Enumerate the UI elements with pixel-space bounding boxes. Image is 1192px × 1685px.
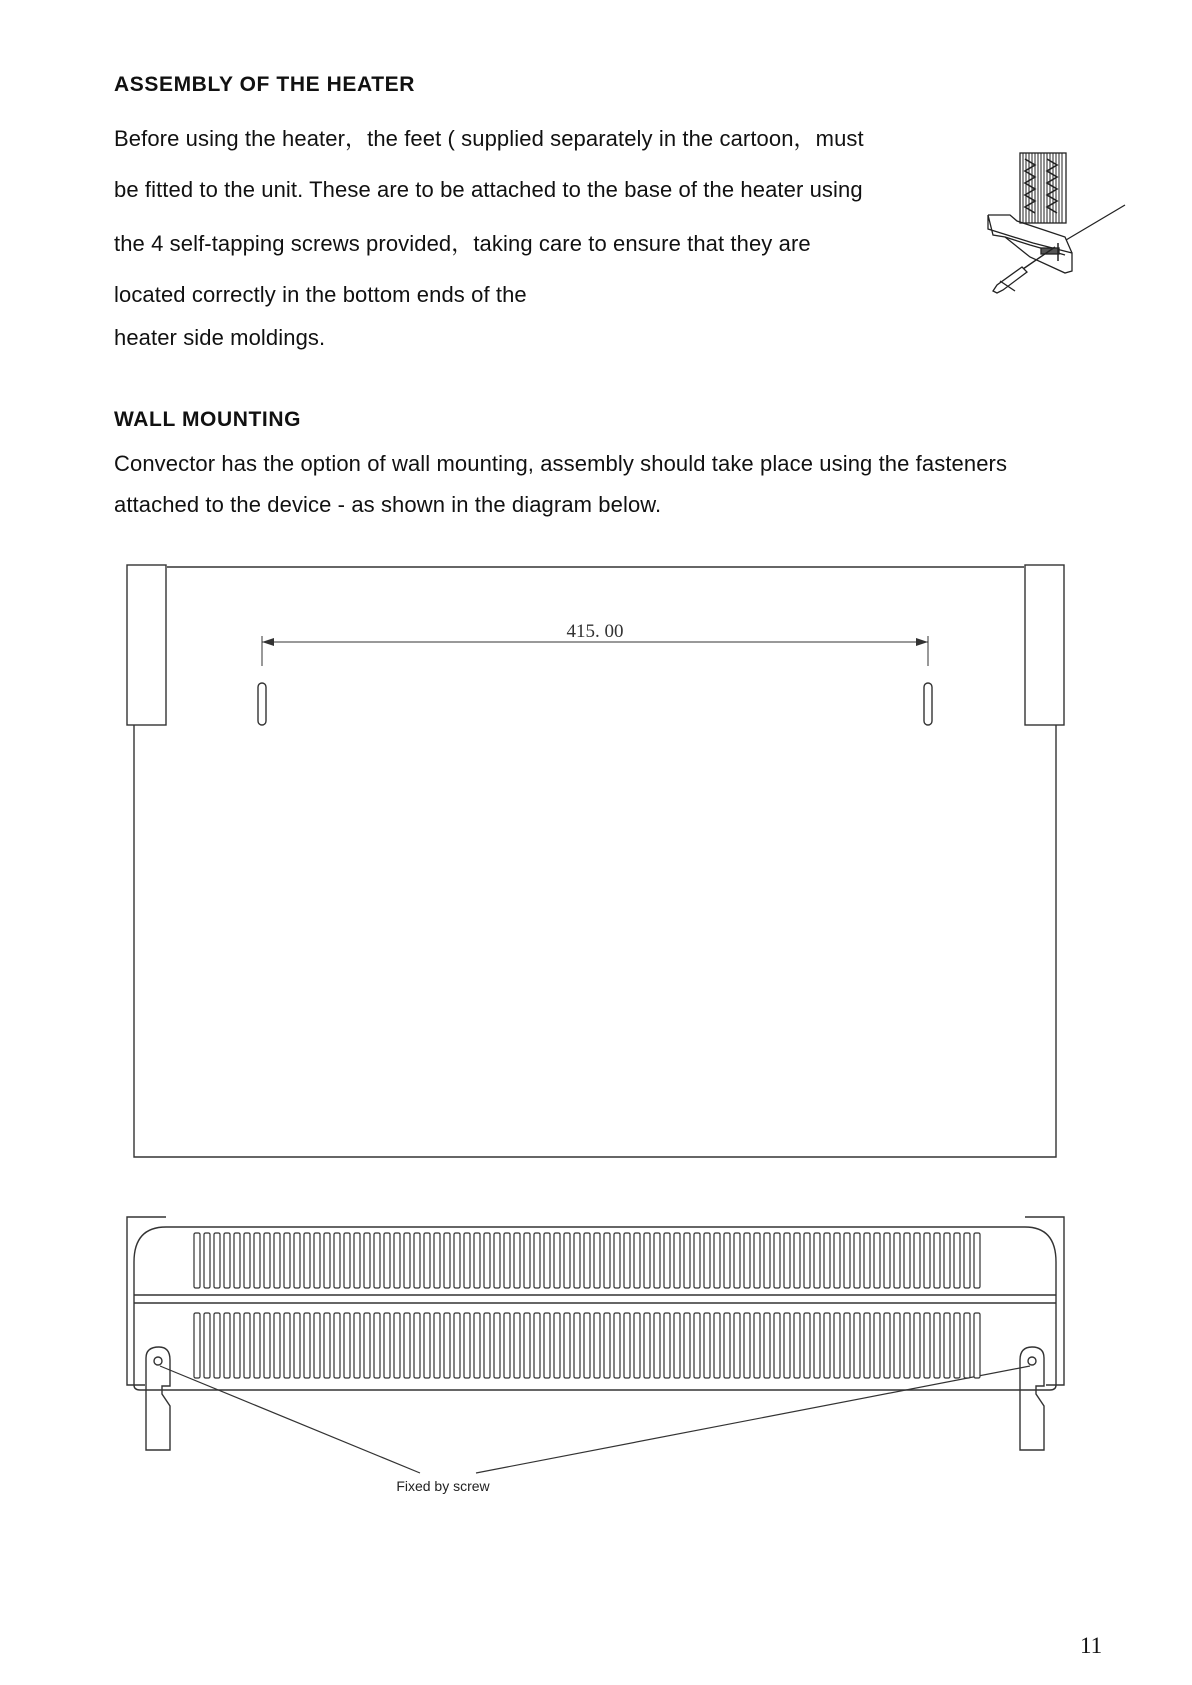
grille-fin xyxy=(444,1233,450,1288)
grille-fin xyxy=(934,1233,940,1288)
grille-fin xyxy=(284,1233,290,1288)
grille-fin xyxy=(804,1313,810,1378)
grille-fin xyxy=(704,1233,710,1288)
grille-fin xyxy=(964,1233,970,1288)
grille-fin xyxy=(494,1313,500,1378)
grille-fin xyxy=(584,1233,590,1288)
grille-fin xyxy=(304,1313,310,1378)
grille-fin xyxy=(434,1313,440,1378)
grille-fin xyxy=(244,1233,250,1288)
grille-fin xyxy=(494,1233,500,1288)
grille-fin xyxy=(324,1233,330,1288)
grille-fin xyxy=(454,1233,460,1288)
grille-fin xyxy=(604,1233,610,1288)
grille-fin xyxy=(684,1313,690,1378)
grille-fin xyxy=(574,1233,580,1288)
grille-fin xyxy=(744,1313,750,1378)
assembly-line-1: Before using the heater，the feet ( supplied separately in the cartoon，must xyxy=(114,126,864,151)
grille-fin xyxy=(874,1313,880,1378)
page-number: 11 xyxy=(1080,1633,1103,1658)
grille-fin xyxy=(624,1233,630,1288)
grille-fin xyxy=(834,1233,840,1288)
grille-fin xyxy=(214,1313,220,1378)
grille-fin xyxy=(894,1233,900,1288)
grille-fin xyxy=(264,1233,270,1288)
grille-fin xyxy=(944,1313,950,1378)
grille-fin xyxy=(694,1233,700,1288)
grille-fin xyxy=(914,1313,920,1378)
fixed-by-screw-caption: Fixed by screw xyxy=(396,1478,490,1494)
grille-fin xyxy=(424,1233,430,1288)
grille-fin xyxy=(734,1233,740,1288)
grille-fin xyxy=(444,1313,450,1378)
grille-fin xyxy=(554,1233,560,1288)
grille-fin xyxy=(804,1233,810,1288)
grille-fin xyxy=(634,1233,640,1288)
assembly-line-4: located correctly in the bottom ends of the xyxy=(114,282,527,307)
grille-fin xyxy=(664,1313,670,1378)
grille-fin xyxy=(844,1233,850,1288)
front-view-diagram xyxy=(0,1190,1192,1510)
wall-mounting-line-2: attached to the device - as shown in the diagram below. xyxy=(114,492,662,517)
grille-fin xyxy=(204,1233,210,1288)
grille-fin xyxy=(234,1233,240,1288)
grille-fin xyxy=(644,1313,650,1378)
grille-fin xyxy=(394,1233,400,1288)
grille-fin xyxy=(224,1233,230,1288)
grille-fin xyxy=(524,1313,530,1378)
grille-fin xyxy=(514,1313,520,1378)
grille-fin xyxy=(384,1233,390,1288)
grille-fin xyxy=(544,1233,550,1288)
grille-fin xyxy=(814,1233,820,1288)
dimension-label: 415. 00 xyxy=(566,621,624,642)
grille-fin xyxy=(324,1313,330,1378)
grille-fin xyxy=(234,1313,240,1378)
grille-fin xyxy=(754,1233,760,1288)
grille-fin xyxy=(524,1233,530,1288)
grille-fin xyxy=(274,1233,280,1288)
grille-fin xyxy=(224,1313,230,1378)
wall-mounting-heading: WALL MOUNTING xyxy=(114,408,302,431)
grille-fin xyxy=(244,1313,250,1378)
grille-fin xyxy=(624,1313,630,1378)
grille-fin xyxy=(554,1313,560,1378)
grille-fin xyxy=(924,1233,930,1288)
grille-fin xyxy=(334,1313,340,1378)
grille-fin xyxy=(284,1313,290,1378)
grille-fin xyxy=(714,1233,720,1288)
grille-fin xyxy=(484,1313,490,1378)
grille-fin xyxy=(374,1313,380,1378)
grille-fin xyxy=(464,1313,470,1378)
grille-fin xyxy=(374,1233,380,1288)
assembly-line-5: heater side moldings. xyxy=(114,325,326,350)
grille-fin xyxy=(854,1233,860,1288)
grille-fin xyxy=(364,1233,370,1288)
grille-fin xyxy=(354,1233,360,1288)
grille-fin xyxy=(354,1313,360,1378)
grille-fin xyxy=(704,1313,710,1378)
grille-fin xyxy=(654,1233,660,1288)
grille-fin xyxy=(274,1313,280,1378)
grille-fin xyxy=(904,1233,910,1288)
grille-fin xyxy=(764,1233,770,1288)
grille-fin xyxy=(614,1233,620,1288)
grille-fin xyxy=(424,1313,430,1378)
grille-fin xyxy=(964,1313,970,1378)
grille-fin xyxy=(404,1313,410,1378)
grille-fin xyxy=(834,1313,840,1378)
grille-fin xyxy=(734,1313,740,1378)
grille-fin xyxy=(924,1313,930,1378)
grille-fin xyxy=(794,1313,800,1378)
grille-fin xyxy=(394,1313,400,1378)
grille-fin xyxy=(874,1233,880,1288)
grille-fin xyxy=(714,1313,720,1378)
grille-fin xyxy=(814,1313,820,1378)
grille-fin xyxy=(864,1313,870,1378)
grille-fin xyxy=(314,1313,320,1378)
grille-fin xyxy=(674,1313,680,1378)
grille-fin xyxy=(574,1313,580,1378)
grille-fin xyxy=(344,1233,350,1288)
grille-fin xyxy=(654,1313,660,1378)
grille-fin xyxy=(434,1233,440,1288)
grille-fin xyxy=(194,1313,200,1378)
grille-fin xyxy=(664,1233,670,1288)
grille-fin xyxy=(594,1313,600,1378)
wall-mounting-line-1: Convector has the option of wall mounting, assembly should take place using the fasteners xyxy=(114,451,1008,476)
grille-fin xyxy=(364,1313,370,1378)
grille-fin xyxy=(634,1313,640,1378)
grille-fin xyxy=(414,1313,420,1378)
grille-fin xyxy=(944,1233,950,1288)
grille-fin xyxy=(594,1233,600,1288)
grille-fin xyxy=(864,1233,870,1288)
grille-fin xyxy=(754,1313,760,1378)
grille-fin xyxy=(724,1233,730,1288)
grille-fin xyxy=(974,1313,980,1378)
grille-fin xyxy=(954,1313,960,1378)
grille-fin xyxy=(684,1233,690,1288)
grille-fin xyxy=(534,1233,540,1288)
grille-fin xyxy=(534,1313,540,1378)
grille-fin xyxy=(414,1233,420,1288)
grille-fin xyxy=(464,1233,470,1288)
grille-fin xyxy=(504,1233,510,1288)
grille-fin xyxy=(314,1233,320,1288)
grille-fin xyxy=(474,1313,480,1378)
grille-fin xyxy=(294,1233,300,1288)
grille-fin xyxy=(254,1233,260,1288)
grille-fin xyxy=(334,1233,340,1288)
grille-fin xyxy=(764,1313,770,1378)
assembly-heading: ASSEMBLY OF THE HEATER xyxy=(114,73,416,96)
grille-fin xyxy=(844,1313,850,1378)
grille-fin xyxy=(744,1233,750,1288)
grille-fin xyxy=(674,1233,680,1288)
grille-fin xyxy=(384,1313,390,1378)
grille-fin xyxy=(824,1313,830,1378)
grille-fin xyxy=(404,1233,410,1288)
grille-fin xyxy=(914,1233,920,1288)
grille-fin xyxy=(514,1233,520,1288)
grille-fin xyxy=(894,1313,900,1378)
grille-fin xyxy=(254,1313,260,1378)
grille-fin xyxy=(294,1313,300,1378)
grille-fin xyxy=(974,1233,980,1288)
grille-fin xyxy=(794,1233,800,1288)
grille-fin xyxy=(604,1313,610,1378)
grille-fin xyxy=(954,1233,960,1288)
grille-fin xyxy=(784,1233,790,1288)
grille-fin xyxy=(824,1233,830,1288)
grille-fin xyxy=(934,1313,940,1378)
grille-fin xyxy=(194,1233,200,1288)
grille-fin xyxy=(564,1233,570,1288)
grille-fin xyxy=(644,1233,650,1288)
grille-fin xyxy=(474,1233,480,1288)
grille-fin xyxy=(614,1313,620,1378)
grille-fin xyxy=(884,1313,890,1378)
grille-fin xyxy=(854,1313,860,1378)
grille-fin xyxy=(694,1313,700,1378)
grille-fin xyxy=(564,1313,570,1378)
grille-fin xyxy=(884,1233,890,1288)
grille-fin xyxy=(264,1313,270,1378)
assembly-line-3: the 4 self-tapping screws provided，taking care to ensure that they are xyxy=(114,231,811,256)
grille-fin xyxy=(504,1313,510,1378)
grille-fin xyxy=(344,1313,350,1378)
grille-fin xyxy=(484,1233,490,1288)
grille-fin xyxy=(454,1313,460,1378)
grille-fin xyxy=(204,1313,210,1378)
grille-fin xyxy=(774,1313,780,1378)
grille-fin xyxy=(724,1313,730,1378)
grille-fin xyxy=(544,1313,550,1378)
grille-fin xyxy=(904,1313,910,1378)
grille-fin xyxy=(214,1233,220,1288)
grille-fin xyxy=(584,1313,590,1378)
grille-fin xyxy=(774,1233,780,1288)
grille-fin xyxy=(784,1313,790,1378)
assembly-line-2: be fitted to the unit. These are to be attached to the base of the heater using xyxy=(114,177,863,202)
grille-fin xyxy=(304,1233,310,1288)
